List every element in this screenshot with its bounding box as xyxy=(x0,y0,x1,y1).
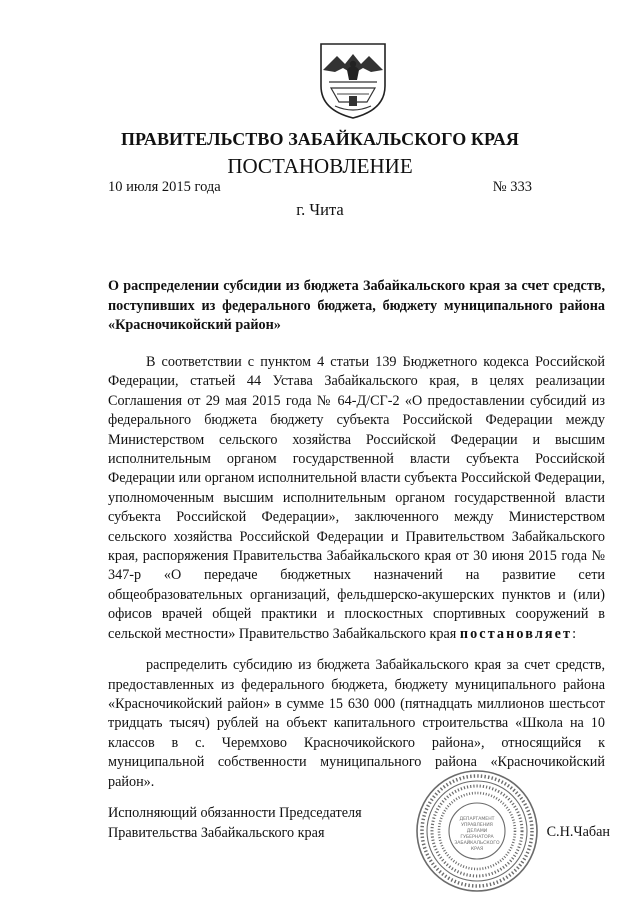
document-subject: О распределении субсидии из бюджета Забайкальского края за счет средств, поступивших из федерального бюджета, бюджету муниципального района «Красночикойский район» xyxy=(108,278,605,333)
signatory-name: С.Н.Чабан xyxy=(546,824,610,840)
coat-of-arms-icon xyxy=(315,40,391,120)
body-paragraph-1 xyxy=(108,353,605,644)
signatory-title xyxy=(108,804,362,843)
official-stamp-icon xyxy=(414,768,540,894)
document-number: № 333 xyxy=(492,179,532,195)
resolves-suffix: : xyxy=(572,625,577,642)
signatory-title-line-2: Правительства Забайкальского края xyxy=(108,824,325,841)
svg-text:КРАЯ: КРАЯ xyxy=(470,847,484,852)
document-body xyxy=(108,353,605,792)
government-title: ПРАВИТЕЛЬСТВО ЗАБАЙКАЛЬСКОГО КРАЯ xyxy=(120,129,520,149)
svg-text:ГУБЕРНАТОРА: ГУБЕРНАТОРА xyxy=(460,835,494,840)
svg-text:ДЕПАРТАМЕНТ: ДЕПАРТАМЕНТ xyxy=(459,817,495,822)
resolves-word: постановляет xyxy=(459,625,573,642)
document-date: 10 июля 2015 года xyxy=(108,179,221,195)
document-city: г. Чита xyxy=(296,200,344,219)
svg-text:УПРАВЛЕНИЯ: УПРАВЛЕНИЯ xyxy=(461,823,493,828)
svg-text:ЗАБАЙКАЛЬСКОГО: ЗАБАЙКАЛЬСКОГО xyxy=(454,841,500,846)
signatory-title-line-1: Исполняющий обязанности Председателя xyxy=(108,805,362,821)
svg-text:ДЕЛАМИ: ДЕЛАМИ xyxy=(466,829,488,834)
document-type: ПОСТАНОВЛЕНИЕ xyxy=(227,154,413,178)
preamble-text: В соответствии с пунктом 4 статьи 139 Бюджетного кодекса Российской Федерации, статьей 44 Устава Забайкальского края, в целях реализации Соглашения от 29 мая 2015 года № 64-Д/СГ-2 «О предоставлении субсидий из федерального бюджета бюджету субъекта Российской Федерации между Министерством сельского хозяйства Российской Федерации и высшим исполнительным органом государственной власти субъекта Российской Федерации или органом исполнительной власти субъекта Российской Федерации, уполномоченным высшим исполнительным органом государственной власти субъекта Российской Федерации», заключенного между Министерством сельского хозяйства Российской Федерации и Правительством Забайкальского края, распоряжения Правительства Забайкальского края от 30 июня 2015 года № 347-р «О передаче бюджетных назначений на развитие сети общеобразовательных организаций, фельдшерско-акушерских пунктов и (или) офисов врачей общей практики и плоскостных спортивных сооружений в сельской местности» Правительство Забайкальского края xyxy=(108,354,605,642)
body-paragraph-2: распределить субсидию из бюджета Забайкальского края за счет средств, предоставленных из федерального бюджета, бюджету муниципального района «Красночикойский район» в сумме 15 630 000 (пятнадцать миллионов шестьсот тридцать тысяч) рублей на объект капитального строительства «Школа на 10 классов в с. Черемхово Красночикойского района», относящийся к муниципальной собственности муниципального района «Красночикойский район». xyxy=(108,657,605,790)
